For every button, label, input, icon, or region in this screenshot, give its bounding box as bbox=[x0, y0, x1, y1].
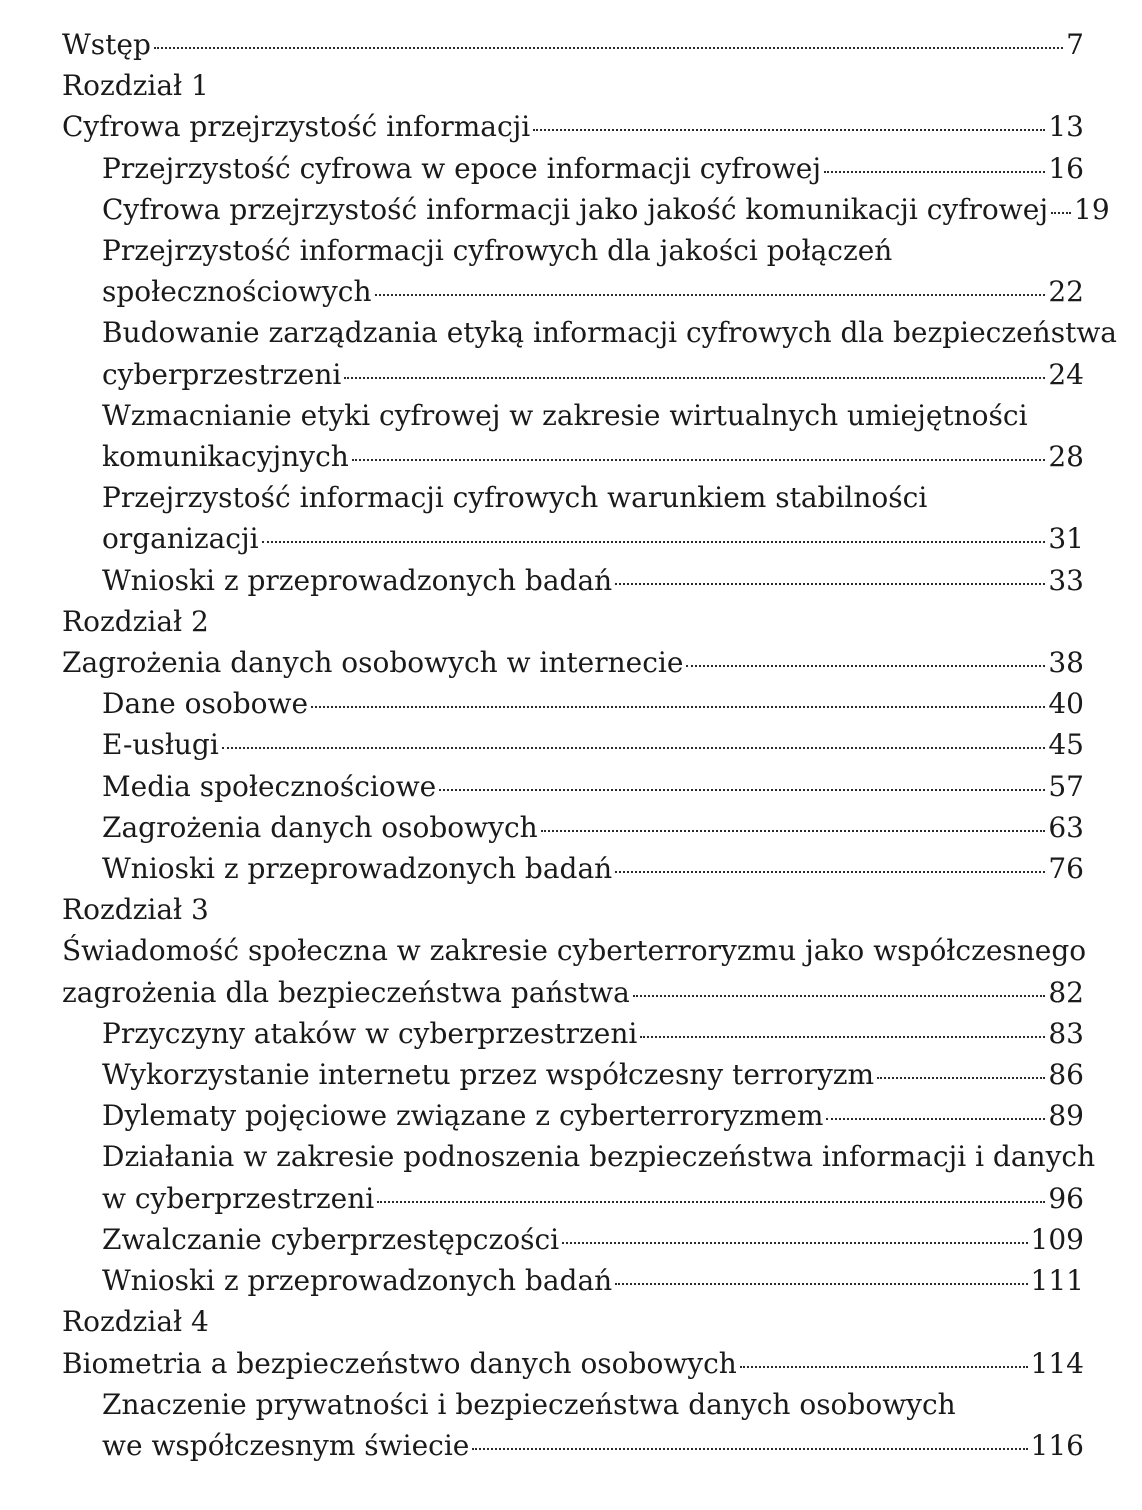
dot-leader bbox=[686, 665, 1045, 667]
toc-entry-title: Cyfrowa przejrzystość informacji bbox=[62, 110, 531, 144]
toc-subentry bbox=[62, 230, 1084, 312]
toc-entry-title: we współczesnym świecie bbox=[102, 1428, 470, 1462]
toc-entry-title: Biometria a bezpieczeństwo danych osobowych bbox=[62, 1346, 737, 1380]
toc-entry bbox=[62, 930, 1087, 1012]
toc-entry-row bbox=[102, 436, 1084, 477]
toc-entry-title: organizacji bbox=[102, 522, 259, 556]
toc-entry-title-line: Świadomość społeczna w zakresie cyberterroryzmu jako współczesnego bbox=[62, 934, 1087, 968]
page-number: 19 bbox=[1074, 192, 1110, 226]
page-number: 40 bbox=[1048, 687, 1084, 721]
toc-subentry bbox=[62, 312, 1117, 394]
chapter-heading: Rozdział 1 bbox=[62, 69, 209, 103]
chapter-heading: Rozdział 2 bbox=[62, 604, 209, 638]
toc-entry-title: Zwalczanie cyberprzestępczości bbox=[102, 1222, 560, 1256]
toc-entry-row bbox=[102, 1219, 1084, 1260]
toc-entry bbox=[62, 1343, 1084, 1384]
dot-leader bbox=[222, 747, 1046, 749]
toc-entry-title-line: Budowanie zarządzania etyką informacji cyfrowych dla bezpieczeństwa bbox=[102, 316, 1117, 350]
page-number: 13 bbox=[1048, 110, 1084, 144]
toc-entry-title: Wykorzystanie internetu przez współczesny terroryzm bbox=[102, 1058, 875, 1092]
toc-entry-title: Wnioski z przeprowadzonych badań bbox=[102, 1264, 613, 1298]
page-number: 116 bbox=[1030, 1428, 1084, 1462]
dot-leader bbox=[615, 583, 1045, 585]
dot-leader bbox=[615, 871, 1045, 873]
dot-leader bbox=[377, 1201, 1045, 1203]
toc-entry-title: zagrożenia dla bezpieczeństwa państwa bbox=[62, 975, 630, 1009]
toc-entry-row bbox=[102, 724, 1084, 765]
page-number: 28 bbox=[1048, 440, 1084, 474]
toc-entry-title: Wstęp bbox=[62, 28, 151, 61]
toc-entry bbox=[62, 642, 1084, 683]
table-of-contents bbox=[62, 24, 1117, 1494]
dot-leader bbox=[472, 1448, 1027, 1450]
toc-entry-row bbox=[102, 848, 1084, 889]
toc-entry bbox=[62, 106, 1084, 147]
page-number: 96 bbox=[1048, 1181, 1084, 1215]
dot-leader bbox=[154, 47, 1063, 49]
dot-leader bbox=[1051, 212, 1071, 214]
dot-leader bbox=[352, 459, 1046, 461]
toc-subentry bbox=[62, 1095, 1084, 1136]
page-number: 45 bbox=[1048, 728, 1084, 762]
toc-subentry bbox=[62, 1013, 1084, 1054]
toc-entry-row bbox=[102, 683, 1084, 724]
toc-entry-title: Przejrzystość cyfrowa w epoce informacji cyfrowej bbox=[102, 151, 822, 185]
toc-entry-title: Wnioski z przeprowadzonych badań bbox=[102, 852, 613, 886]
toc-entry-row bbox=[102, 271, 1084, 312]
toc-entry-row bbox=[62, 1343, 1084, 1384]
toc-subentry bbox=[62, 848, 1084, 889]
toc-subentry bbox=[62, 807, 1084, 848]
dot-leader bbox=[533, 129, 1045, 131]
toc-subentry bbox=[62, 477, 1084, 559]
toc-subentry bbox=[62, 148, 1084, 189]
toc-entry-title-line: Znaczenie prywatności i bezpieczeństwa danych osobowych bbox=[102, 1387, 956, 1421]
toc-entry-title: Wnioski z przeprowadzonych badań bbox=[102, 563, 613, 597]
toc-entry-title: cyberprzestrzeni bbox=[102, 357, 342, 391]
toc-entry-row bbox=[102, 766, 1084, 807]
toc-entry-row bbox=[102, 518, 1084, 559]
toc-entry-row bbox=[102, 148, 1084, 189]
toc-entry-title: Media społecznościowe bbox=[102, 769, 437, 803]
toc-entry-row bbox=[102, 1260, 1084, 1301]
dot-leader bbox=[740, 1366, 1028, 1368]
toc-subentry bbox=[62, 1219, 1084, 1260]
dot-leader bbox=[877, 1077, 1045, 1079]
dot-leader bbox=[826, 1118, 1045, 1120]
toc-entry-row bbox=[62, 24, 1084, 65]
toc-entry-title: Zagrożenia danych osobowych w internecie bbox=[62, 646, 684, 680]
toc-entry-row bbox=[62, 106, 1084, 147]
toc-entry-row bbox=[102, 189, 1110, 230]
page-number: 22 bbox=[1048, 275, 1084, 309]
page-number: 82 bbox=[1048, 975, 1084, 1009]
page-number: 111 bbox=[1030, 1264, 1084, 1298]
toc-subentry bbox=[62, 1054, 1084, 1095]
toc-entry-title-line: Działania w zakresie podnoszenia bezpieczeństwa informacji i danych bbox=[102, 1140, 1096, 1174]
toc-subentry bbox=[62, 1136, 1096, 1218]
page-number: 83 bbox=[1048, 1016, 1084, 1050]
toc-entry-title: Zagrożenia danych osobowych bbox=[102, 810, 538, 844]
toc-subentry bbox=[62, 395, 1084, 477]
page-number: 89 bbox=[1048, 1099, 1084, 1133]
dot-leader bbox=[375, 294, 1046, 296]
toc-entry-row bbox=[102, 1095, 1084, 1136]
page-number: 38 bbox=[1048, 646, 1084, 680]
page-number: 63 bbox=[1048, 810, 1084, 844]
dot-leader bbox=[562, 1242, 1027, 1244]
toc-entry-row bbox=[102, 1054, 1084, 1095]
dot-leader bbox=[541, 830, 1046, 832]
dot-leader bbox=[640, 1036, 1045, 1038]
toc-entry-title-line: Wzmacnianie etyki cyfrowej w zakresie wirtualnych umiejętności bbox=[102, 398, 1028, 432]
toc-subentry bbox=[62, 683, 1084, 724]
toc-entry-row bbox=[102, 1013, 1084, 1054]
toc-subentry bbox=[62, 1260, 1084, 1301]
dot-leader bbox=[633, 995, 1046, 997]
toc-entry-row bbox=[102, 1178, 1084, 1219]
page-number: 24 bbox=[1048, 357, 1084, 391]
toc-entry-title: w cyberprzestrzeni bbox=[102, 1181, 375, 1215]
page-number: 31 bbox=[1048, 522, 1084, 556]
toc-subentry bbox=[62, 189, 1110, 230]
page-number: 76 bbox=[1048, 852, 1084, 886]
toc-entry-title: społecznościowych bbox=[102, 275, 372, 309]
toc-entry-row bbox=[102, 1425, 1084, 1466]
toc-subentry bbox=[62, 560, 1084, 601]
dot-leader bbox=[344, 377, 1045, 379]
dot-leader bbox=[262, 541, 1046, 543]
toc-entry-row bbox=[102, 807, 1084, 848]
toc-entry-title-line: Przejrzystość informacji cyfrowych warunkiem stabilności bbox=[102, 481, 928, 515]
page-number: 86 bbox=[1048, 1058, 1084, 1092]
dot-leader bbox=[615, 1283, 1027, 1285]
chapter-heading: Rozdział 4 bbox=[62, 1305, 209, 1339]
toc-entry bbox=[62, 24, 1084, 65]
toc-entry-row bbox=[102, 560, 1084, 601]
page-number: 33 bbox=[1048, 563, 1084, 597]
toc-entry-title-line: Przejrzystość informacji cyfrowych dla jakości połączeń bbox=[102, 234, 893, 268]
toc-entry-title: Przyczyny ataków w cyberprzestrzeni bbox=[102, 1016, 638, 1050]
page-number: 16 bbox=[1048, 151, 1084, 185]
dot-leader bbox=[439, 789, 1045, 791]
page-number: 114 bbox=[1030, 1346, 1084, 1380]
toc-entry-title: Cyfrowa przejrzystość informacji jako jakość komunikacji cyfrowej bbox=[102, 192, 1049, 226]
toc-entry-title: Dane osobowe bbox=[102, 687, 309, 721]
page-number: 57 bbox=[1048, 769, 1084, 803]
toc-subentry bbox=[62, 1384, 1084, 1466]
dot-leader bbox=[311, 706, 1045, 708]
page-number: 109 bbox=[1030, 1222, 1084, 1256]
toc-entry-title: Dylematy pojęciowe związane z cyberterroryzmem bbox=[102, 1099, 824, 1133]
toc-entry-title: E-usługi bbox=[102, 728, 219, 762]
toc-entry-title: komunikacyjnych bbox=[102, 440, 349, 474]
toc-subentry bbox=[62, 724, 1084, 765]
page-number: 7 bbox=[1066, 28, 1084, 61]
toc-entry-row bbox=[62, 972, 1084, 1013]
toc-entry-row bbox=[102, 354, 1084, 395]
toc-subentry bbox=[62, 766, 1084, 807]
toc-entry-row bbox=[62, 642, 1084, 683]
chapter-heading: Rozdział 3 bbox=[62, 893, 209, 927]
dot-leader bbox=[824, 171, 1045, 173]
